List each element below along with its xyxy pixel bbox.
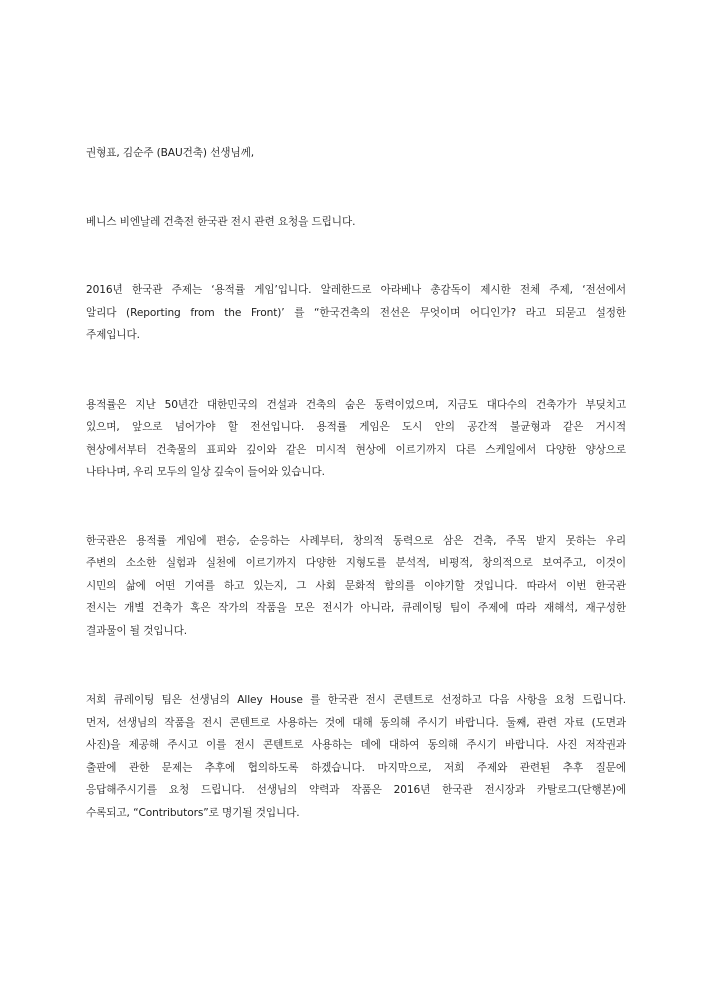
paragraph-line: 사진)을 제공해 주시고 이를 전시 콘텐트로 사용하는 데에 대하여 동의해 주시기 바랍니다. 사진 저작권과 [86, 739, 626, 751]
paragraph-line: 저희 큐레이팅 팀은 선생님의 Alley House 를 한국관 전시 콘텐트로 선정하고 다음 사항을 요청 드립니다. [86, 694, 626, 706]
paragraph-line: 전시는 개별 건축가 혹은 작가의 작품을 모은 전시가 아니라, 큐레이팅 팀이 주제에 따라 재해석, 재구성한 [86, 602, 626, 614]
paragraph-line: 결과물이 될 것입니다. [86, 624, 188, 637]
paragraph-far [86, 394, 626, 484]
paragraph-request [86, 689, 626, 824]
subject-line: 베니스 비엔날레 건축전 한국관 전시 관련 요청을 드립니다. [86, 215, 356, 228]
letter-body [86, 142, 626, 824]
paragraph-line: 출판에 관한 문제는 추후에 협의하도록 하겠습니다. 마지막으로, 저희 주제와 관련된 추후 질문에 [86, 761, 626, 774]
paragraph-line: 시민의 삶에 어떤 기여를 하고 있는지, 그 사회 문화적 함의를 이야기할 것입니다. 따라서 이번 한국관 [86, 579, 626, 592]
paragraph-line: 수록되고, “Contributors”로 명기될 것입니다. [86, 806, 300, 819]
paragraph-line: 있으며, 앞으로 넘어가야 할 전선입니다. 용적률 게임은 도시 안의 공간적 불균형과 같은 거시적 [86, 421, 626, 433]
paragraph-line: 주변의 소소한 실험과 실천에 이르기까지 다양한 지형도를 분석적, 비평적, 창의적으로 보여주고, 이것이 [86, 557, 626, 569]
paragraph-line: 현상에서부터 건축물의 표피와 깊이와 같은 미시적 현상에 이르기까지 다른 스케일에서 다양한 양상으로 [86, 443, 626, 456]
paragraph-line: 먼저, 선생님의 작품을 전시 콘텐트로 사용하는 것에 대해 동의해 주시기 바랍니다. 둘째, 관련 자료 (도면과 [86, 716, 626, 729]
paragraph-pavilion [86, 530, 626, 643]
paragraph-line: 용적률은 지난 50년간 대한민국의 건설과 건축의 숨은 동력이었으며, 지금도 대다수의 건축가가 부딪치고 [86, 398, 626, 411]
paragraph-line: 알리다 (Reporting from the Front)’ 를 “한국건축의 전선은 무엇이며 어디인가? 라고 되묻고 설정한 [86, 306, 626, 319]
paragraph-line: 한국관은 용적률 게임에 편승, 순응하는 사례부터, 창의적 동력으로 삼은 건축, 주목 받지 못하는 우리 [86, 534, 626, 547]
paragraph-line: 주제입니다. [86, 329, 140, 341]
paragraph-line: 응답해주시기를 요청 드립니다. 선생님의 약력과 작품은 2016년 한국관 전시장과 카탈로그(단행본)에 [86, 784, 626, 796]
paragraph-theme [86, 279, 626, 347]
paragraph-line: 나타나며, 우리 모두의 일상 깊숙이 들어와 있습니다. [86, 466, 325, 478]
paragraph-line: 2016년 한국관 주제는 ‘용적률 게임’입니다. 알레한드로 아라베나 총감독이 제시한 전체 주제, ‘전선에서 [86, 284, 626, 296]
salutation: 권형표, 김순주 (BAU건축) 선생님께, [86, 147, 254, 159]
